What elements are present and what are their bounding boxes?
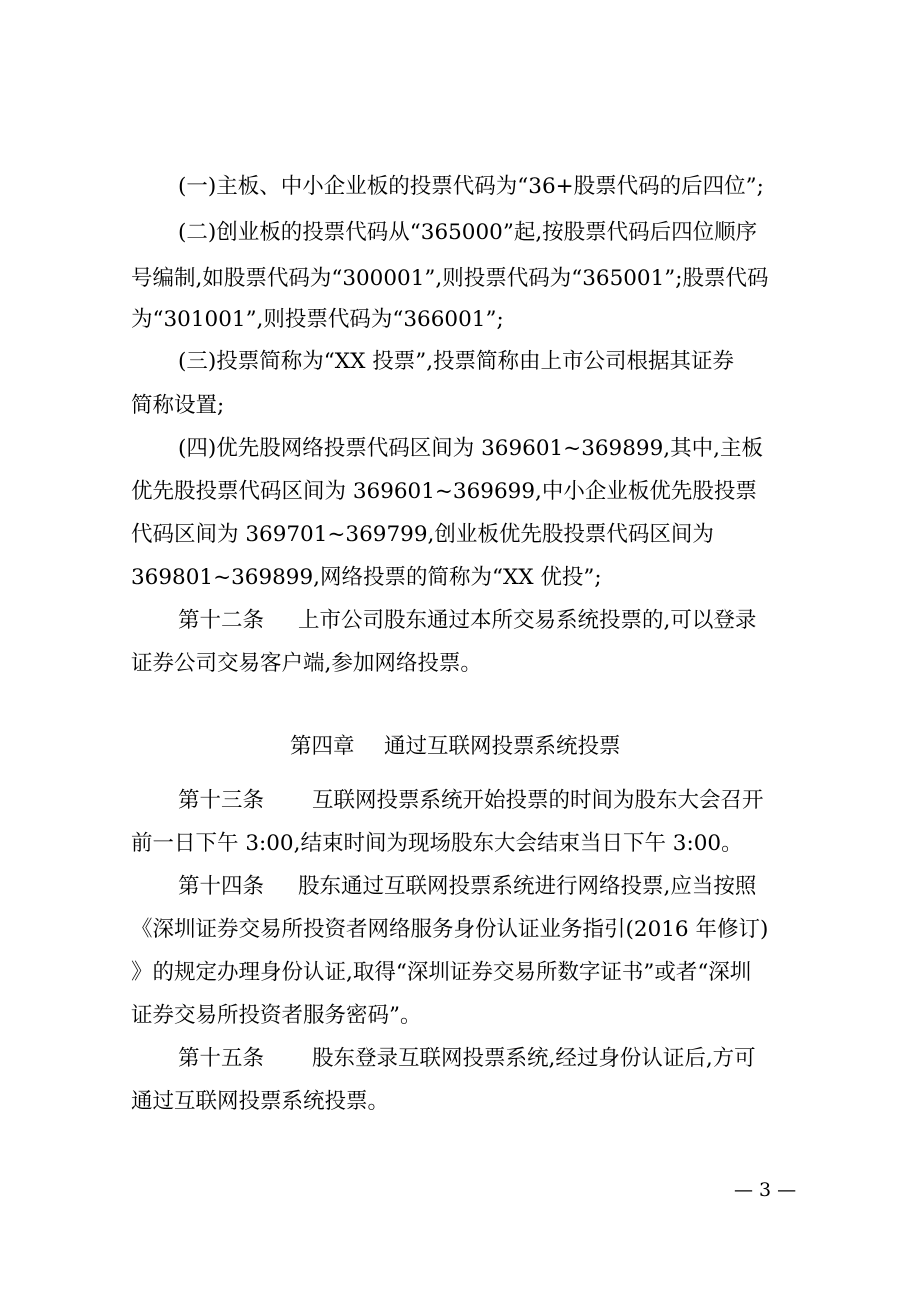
- article12-line1: [178, 605, 811, 637]
- item4-line2: 优先股投票代码区间为 369601~369699,中小企业板优先股投票: [131, 479, 757, 504]
- article15-line2: 通过互联网投票系统投票。: [131, 1089, 390, 1114]
- article14-line2: 《深圳证券交易所投资者网络服务身份认证业务指引(2016 年修订): [131, 917, 769, 942]
- chapter-number: 第四章: [290, 734, 355, 759]
- item2-line2: 号编制,如股票代码为“300001”,则投票代码为“365001”;股票代码: [131, 266, 769, 291]
- item4-line4: 369801~369899,网络投票的简称为“XX 优投”;: [131, 565, 602, 590]
- article13-number: 第十三条: [178, 788, 265, 813]
- page-number: — 3 —: [734, 1179, 797, 1201]
- article13-line2: 前一日下午 3:00,结束时间为现场股东大会结束当日下午 3:00。: [131, 831, 743, 856]
- article12-number: 第十二条: [178, 608, 265, 633]
- article12-text: 上市公司股东通过本所交易系统投票的,可以登录: [298, 608, 757, 633]
- item4-line3: 代码区间为 369701~369799,创业板优先股投票代码区间为: [131, 522, 714, 547]
- article15-text: 股东登录互联网投票系统,经过身份认证后,方可: [312, 1046, 756, 1071]
- item2-line3: 为“301001”,则投票代码为“366001”;: [131, 307, 504, 332]
- article14-line4: 证券交易所投资者服务密码”。: [131, 1003, 422, 1028]
- article12-line2: 证券公司交易客户端,参加网络投票。: [131, 651, 482, 676]
- chapter-heading: [290, 731, 621, 763]
- chapter-title: 通过互联网投票系统投票: [384, 734, 621, 759]
- article14-line1: [178, 871, 811, 903]
- item1-line1: (一)主板、中小企业板的投票代码为“36+股票代码的后四位”;: [178, 174, 764, 199]
- article14-number: 第十四条: [178, 874, 265, 899]
- article15-line1: [178, 1043, 811, 1075]
- article14-line3: 》的规定办理身份认证,取得“深圳证券交易所数字证书”或者“深圳: [131, 960, 752, 985]
- article13-line1: [178, 785, 811, 817]
- article13-text: 互联网投票系统开始投票的时间为股东大会召开: [312, 788, 764, 813]
- item4-line1: (四)优先股网络投票代码区间为 369601~369899,其中,主板: [178, 436, 763, 461]
- item2-line1: (二)创业板的投票代码从“365000”起,按股票代码后四位顺序: [178, 220, 758, 245]
- article14-text: 股东通过互联网投票系统进行网络投票,应当按照: [298, 874, 757, 899]
- item3-line2: 简称设置;: [131, 393, 225, 418]
- item3-line1: (三)投票简称为“XX 投票”,投票简称由上市公司根据其证券: [178, 349, 735, 374]
- article15-number: 第十五条: [178, 1046, 265, 1071]
